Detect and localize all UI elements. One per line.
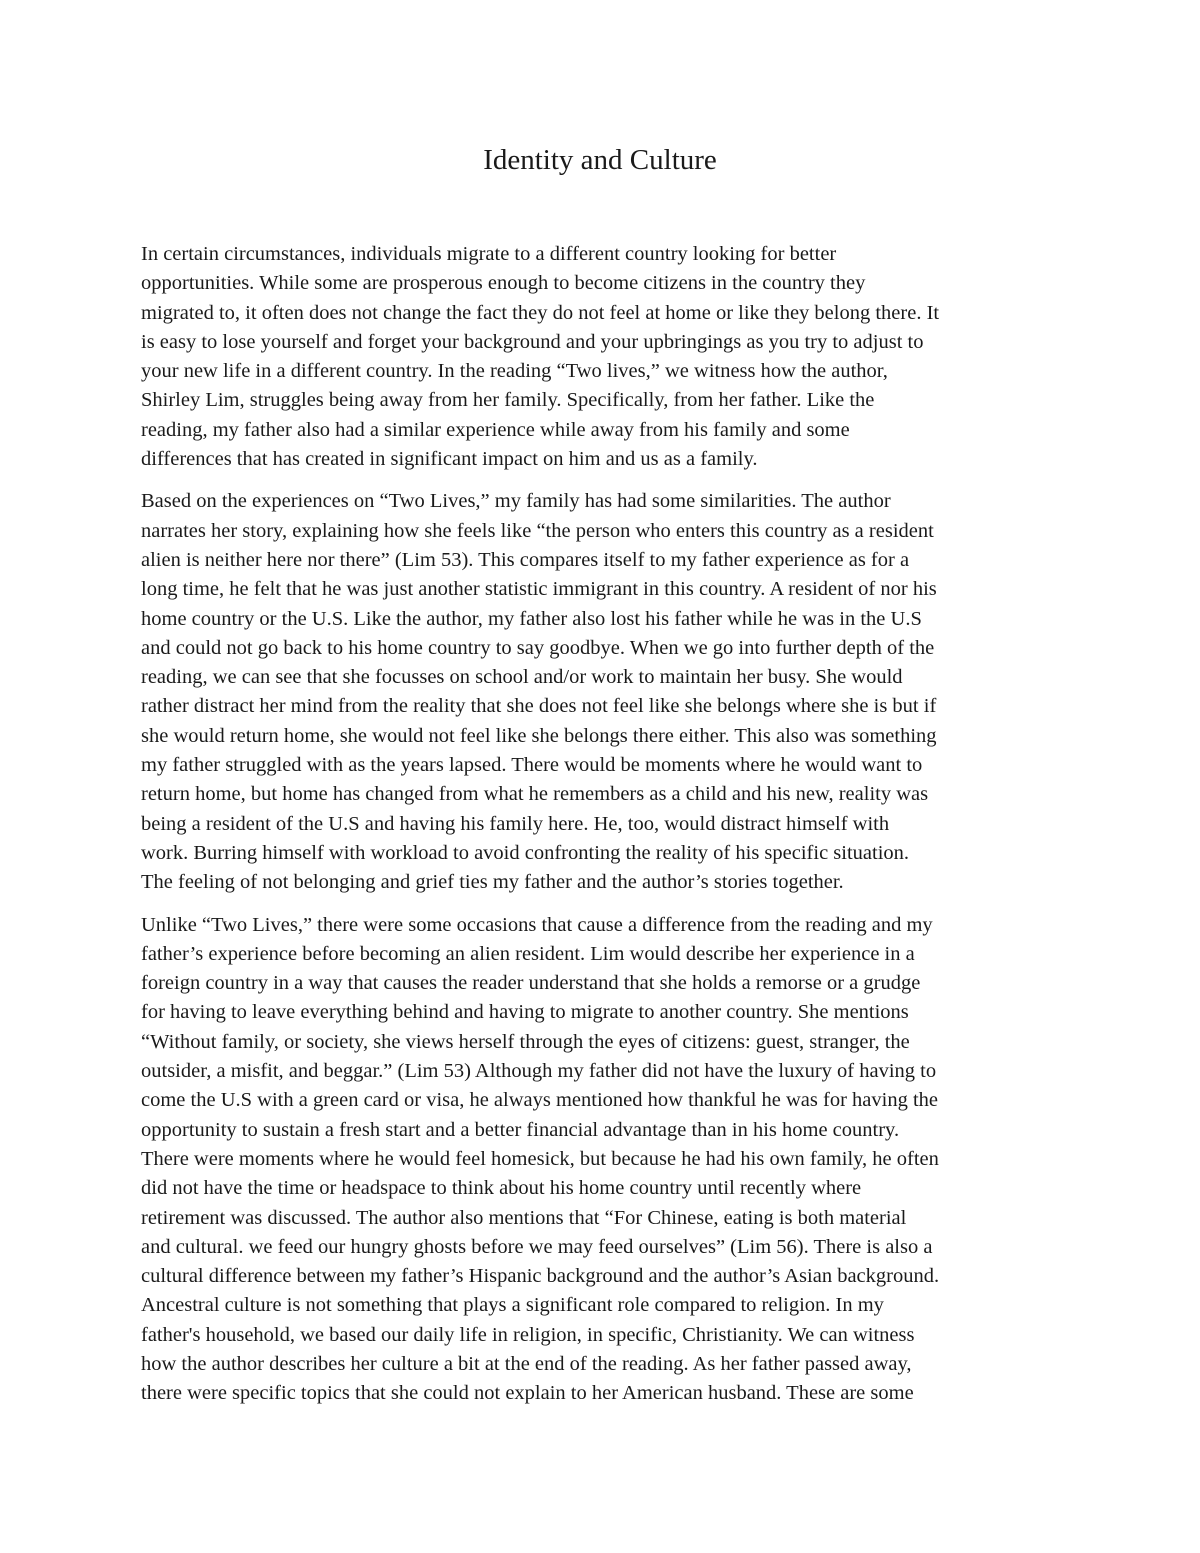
text-line: alien is neither here nor there” (Lim 53). This compares itself to my father experience as for a xyxy=(141,548,910,571)
text-line: rather distract her mind from the reality that she does not feel like she belongs where she is but if xyxy=(141,695,937,718)
text-line: differences that has created in significant impact on him and us as a family. xyxy=(141,448,758,471)
document-body xyxy=(141,240,1061,1422)
text-line: being a resident of the U.S and having his family here. He, too, would distract himself with xyxy=(141,812,890,835)
text-line: Unlike “Two Lives,” there were some occasions that cause a difference from the reading and my xyxy=(141,913,933,936)
text-line: long time, he felt that he was just another statistic immigrant in this country. A resident of nor his xyxy=(141,578,937,601)
text-line: migrated to, it often does not change the fact they do not feel at home or like they belong there. It xyxy=(141,301,940,324)
text-line: come the U.S with a green card or visa, he always mentioned how thankful he was for having the xyxy=(141,1089,938,1112)
text-line: your new life in a different country. In the reading “Two lives,” we witness how the author, xyxy=(141,360,888,383)
text-line: and could not go back to his home country to say goodbye. When we go into further depth of the xyxy=(141,636,935,659)
text-line: home country or the U.S. Like the author, my father also lost his father while he was in the U.S xyxy=(141,607,922,630)
text-line: cultural difference between my father’s Hispanic background and the author’s Asian background. xyxy=(141,1265,940,1288)
text-line: The feeling of not belonging and grief ties my father and the author’s stories together. xyxy=(141,871,844,894)
document-title: Identity and Culture xyxy=(483,144,717,176)
text-line: reading, we can see that she focusses on school and/or work to maintain her busy. She would xyxy=(141,666,903,689)
text-line: Based on the experiences on “Two Lives,” my family has had some similarities. The author xyxy=(141,490,891,513)
text-line: work. Burring himself with workload to avoid confronting the reality of his specific situation. xyxy=(141,841,910,864)
text-line: In certain circumstances, individuals migrate to a different country looking for better xyxy=(141,243,837,265)
text-line: retirement was discussed. The author also mentions that “For Chinese, eating is both material xyxy=(141,1206,907,1229)
text-line: Ancestral culture is not something that plays a significant role compared to religion. In my xyxy=(141,1294,884,1317)
text-line: narrates her story, explaining how she feels like “the person who enters this country as a resident xyxy=(141,519,934,542)
text-line: There were moments where he would feel homesick, but because he had his own family, he often xyxy=(141,1147,939,1170)
text-line: and cultural. we feed our hungry ghosts before we may feed ourselves” (Lim 56). There is also a xyxy=(141,1235,933,1258)
text-line: father’s experience before becoming an alien resident. Lim would describe her experience in a xyxy=(141,942,915,965)
text-line: my father struggled with as the years lapsed. There would be moments where he would want to xyxy=(141,754,923,777)
text-line: she would return home, she would not feel like she belongs there either. This also was something xyxy=(141,724,937,747)
text-line: father's household, we based our daily life in religion, in specific, Christianity. We can witness xyxy=(141,1323,915,1346)
text-line: return home, but home has changed from what he remembers as a child and his new, reality was xyxy=(141,783,929,806)
text-line: for having to leave everything behind and having to migrate to another country. She mentions xyxy=(141,1001,909,1024)
text-line: opportunity to sustain a fresh start and a better financial advantage than in his home country. xyxy=(141,1118,900,1141)
paragraph-2 xyxy=(141,487,1061,897)
paragraph-3 xyxy=(141,911,1061,1409)
text-line: opportunities. While some are prosperous enough to become citizens in the country they xyxy=(141,272,866,295)
paragraph-1 xyxy=(141,240,1061,474)
text-line: reading, my father also had a similar experience while away from his family and some xyxy=(141,418,850,441)
text-line: how the author describes her culture a bit at the end of the reading. As her father passed away, xyxy=(141,1352,912,1375)
text-line: Shirley Lim, struggles being away from her family. Specifically, from her father. Like the xyxy=(141,389,875,412)
text-line: did not have the time or headspace to think about his home country until recently where xyxy=(141,1177,862,1200)
text-line: outsider, a misfit, and beggar.” (Lim 53) Although my father did not have the luxury of having to xyxy=(141,1060,937,1083)
text-line: is easy to lose yourself and forget your background and your upbringings as you try to adjust to xyxy=(141,330,924,353)
text-line: foreign country in a way that causes the reader understand that she holds a remorse or a grudge xyxy=(141,972,921,995)
text-line: “Without family, or society, she views herself through the eyes of citizens: guest, stranger, the xyxy=(141,1030,910,1053)
text-line: there were specific topics that she could not explain to her American husband. These are some xyxy=(141,1382,914,1405)
